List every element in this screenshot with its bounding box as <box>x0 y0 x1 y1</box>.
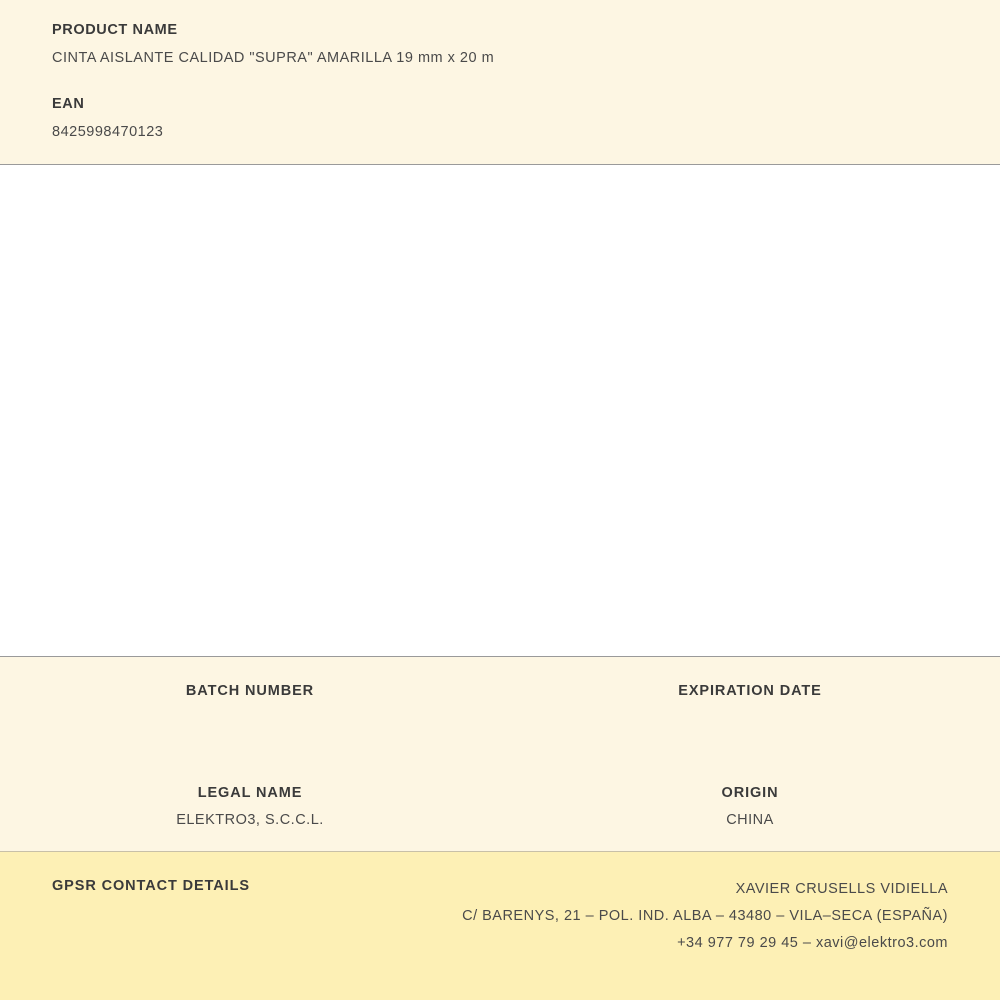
legal-name-value: ELEKTRO3, S.C.C.L. <box>176 812 324 828</box>
batch-expiration-row <box>0 683 1000 727</box>
expiration-date-value <box>510 710 990 727</box>
gpsr-footer-block <box>0 852 1000 1000</box>
batch-number-value <box>10 710 490 727</box>
origin-label: ORIGIN <box>721 785 779 801</box>
expiration-date-cell <box>500 683 1000 727</box>
legal-origin-row <box>0 785 1000 829</box>
gpsr-contact-name: XAVIER CRUSELLS VIDIELLA <box>735 881 948 897</box>
legal-name-label: LEGAL NAME <box>197 785 303 801</box>
ean-field <box>52 96 948 140</box>
product-name-field <box>52 22 948 66</box>
product-name-label: PRODUCT NAME <box>52 22 178 38</box>
origin-cell <box>500 785 1000 829</box>
product-info-block <box>0 657 1000 852</box>
gpsr-contact-details-label: GPSR CONTACT DETAILS <box>52 878 250 894</box>
gpsr-contact-address: C/ BARENYS, 21 – POL. IND. ALBA – 43480 – VILA–SECA (ESPAÑA) <box>462 908 948 924</box>
gpsr-contact-info <box>462 876 948 957</box>
batch-number-label: BATCH NUMBER <box>185 683 315 699</box>
ean-label: EAN <box>52 96 85 112</box>
gpsr-contact-phone-email: +34 977 79 29 45 – xavi@elektro3.com <box>677 935 948 951</box>
origin-value: CHINA <box>726 812 774 828</box>
product-header-block <box>0 0 1000 165</box>
ean-value: 8425998470123 <box>52 124 164 140</box>
expiration-date-label: EXPIRATION DATE <box>678 683 822 699</box>
blank-content-area <box>0 165 1000 657</box>
legal-name-cell <box>0 785 500 829</box>
product-name-value: CINTA AISLANTE CALIDAD "SUPRA" AMARILLA 19 mm x 20 m <box>52 50 495 66</box>
batch-number-cell <box>0 683 500 727</box>
